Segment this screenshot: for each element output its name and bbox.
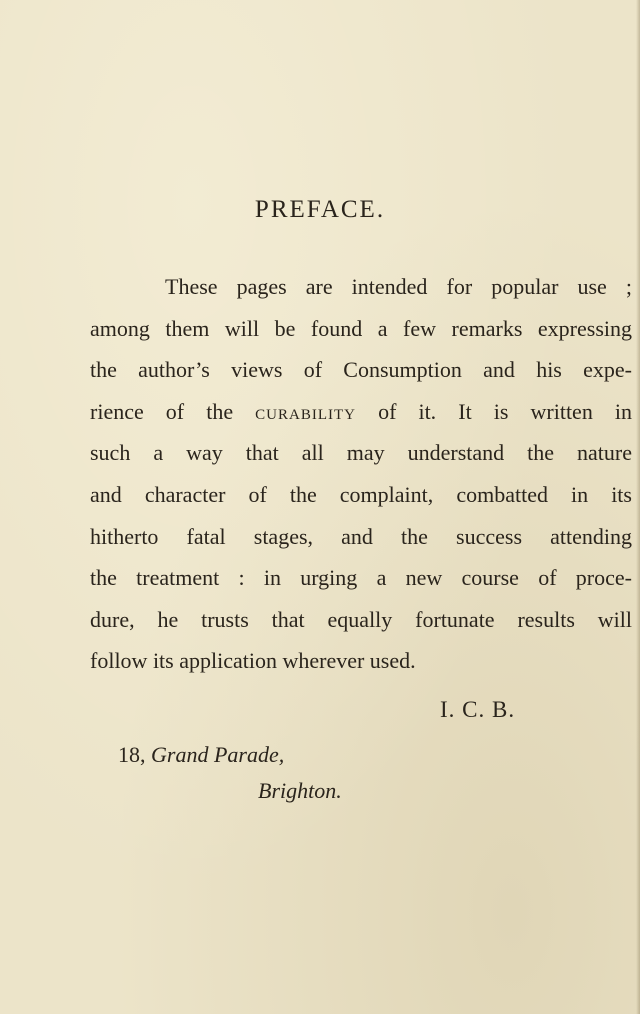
body-line-4-start: rience of the — [90, 398, 234, 424]
preface-body — [90, 266, 632, 682]
body-line-10: follow its application wherever used. — [90, 648, 416, 674]
body-line-6: and character of the complaint, combatted in its — [90, 481, 632, 507]
address-street-line — [118, 742, 284, 768]
address-number: 18, — [118, 742, 146, 767]
body-line-9: dure, he trusts that equally fortunate results will — [90, 606, 632, 632]
address-street: Grand Parade, — [151, 742, 285, 767]
body-line-7: hitherto fatal stages, and the success attending — [90, 523, 632, 549]
body-line-4-end: of it. It is written in — [378, 398, 633, 424]
body-line-2: among them will be found a few remarks expressing — [90, 315, 632, 341]
body-line-1: These pages are intended for popular use ; — [165, 274, 632, 299]
body-line-5: such a way that all may understand the nature — [90, 440, 632, 466]
body-line-4-smallcaps: curability — [255, 398, 356, 424]
author-initials: I. C. B. — [440, 697, 516, 722]
address-town: Brighton. — [258, 778, 342, 803]
body-line-8: the treatment : in urging a new course of proce- — [90, 565, 632, 591]
body-line-3: the author’s views of Consumption and his expe- — [90, 357, 632, 383]
page-edge-shadow — [636, 0, 640, 1014]
body-line-4 — [90, 391, 632, 433]
preface-title: PREFACE. — [254, 196, 386, 223]
